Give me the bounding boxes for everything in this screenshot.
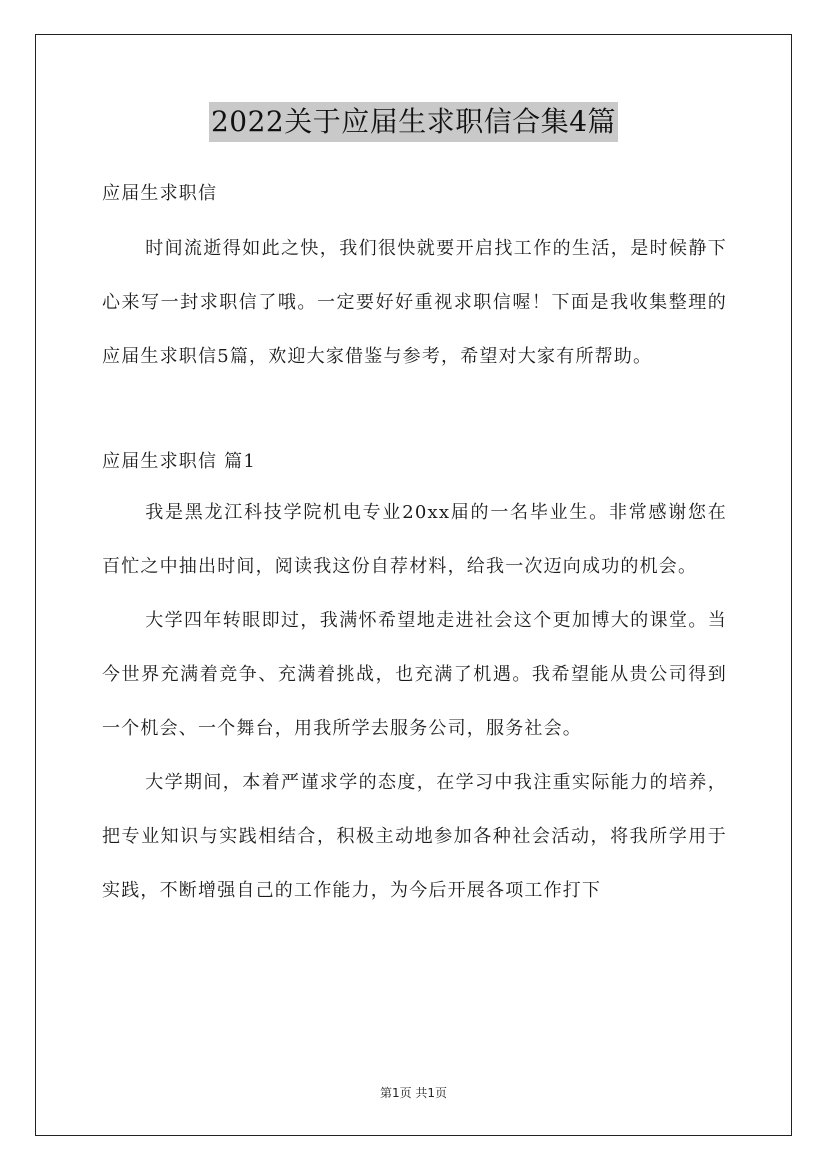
page-number: 第1页 共1页	[379, 1086, 448, 1100]
section-heading-intro: 应届生求职信	[102, 183, 218, 204]
body-paragraph: 大学四年转眼即过，我满怀希望地走进社会这个更加博大的课堂。当今世界充满着竞争、充满着挑战，也充满了机遇。我希望能从贵公司得到一个机会、一个舞台，用我所学去服务公司，服务社会。	[102, 610, 727, 739]
section-heading-letter-1: 应届生求职信 篇1	[102, 451, 256, 472]
title-container	[0, 102, 827, 142]
page-footer	[0, 1084, 827, 1101]
document-body	[102, 170, 727, 918]
intro-paragraph: 时间流逝得如此之快，我们很快就要开启找工作的生活，是时候静下心来写一封求职信了哦。一定要好好重视求职信喔！下面是我收集整理的应届生求职信5篇，欢迎大家借鉴与参考，希望对大家有所帮助。	[102, 238, 727, 367]
body-paragraph: 我是黑龙江科技学院机电专业20xx届的一名毕业生。非常感谢您在百忙之中抽出时间，阅读我这份自荐材料，给我一次迈向成功的机会。	[102, 502, 727, 577]
document-title: 2022关于应届生求职信合集4篇	[209, 102, 618, 142]
body-paragraph: 大学期间，本着严谨求学的态度，在学习中我注重实际能力的培养，把专业知识与实践相结合，积极主动地参加各种社会活动，将我所学用于实践，不断增强自己的工作能力，为今后开展各项工作打下	[102, 772, 727, 901]
section-spacer	[102, 384, 727, 438]
